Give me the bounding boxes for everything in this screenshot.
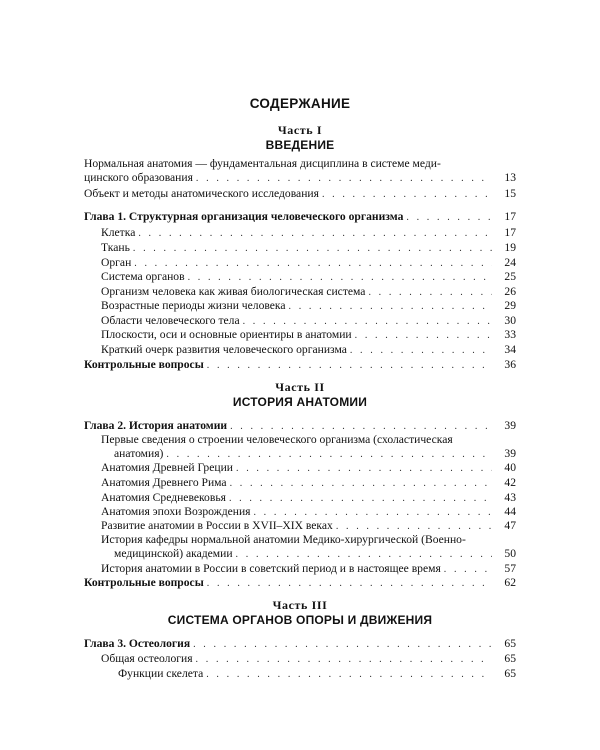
leader-dots bbox=[236, 463, 492, 474]
toc-entry-page: 62 bbox=[504, 576, 516, 589]
toc-entry[interactable] bbox=[84, 187, 516, 200]
leader-dots bbox=[253, 507, 492, 518]
toc-entry-text: Первые сведения о строении человеческого организма (схоластическая bbox=[101, 433, 453, 446]
toc-entry-text: Возрастные периоды жизни человека bbox=[101, 299, 286, 312]
leader-dots bbox=[138, 228, 492, 239]
toc-entry-text: Контрольные вопросы bbox=[84, 576, 204, 589]
toc-entry-text: Объект и методы анатомического исследования bbox=[84, 187, 319, 200]
toc-entry[interactable] bbox=[101, 461, 516, 474]
toc-entry[interactable] bbox=[101, 328, 516, 341]
toc-entry-text: Глава 1. Структурная организация человеческого организма bbox=[84, 210, 404, 223]
toc-entry-text: Анатомия Древней Греции bbox=[101, 461, 233, 474]
toc-title: СОДЕРЖАНИЕ bbox=[249, 96, 351, 111]
toc-entry[interactable] bbox=[101, 505, 516, 518]
toc-entry[interactable] bbox=[101, 285, 516, 298]
toc-chapter-entry[interactable] bbox=[84, 419, 516, 432]
toc-entry-page: 17 bbox=[504, 210, 516, 223]
part-1-label: Часть I bbox=[277, 123, 323, 137]
toc-entry-page: 57 bbox=[504, 562, 516, 575]
toc-entry-text: Ткань bbox=[101, 241, 130, 254]
toc-entry-text: Анатомия Древнего Рима bbox=[101, 476, 227, 489]
toc-entry-text: Система органов bbox=[101, 270, 185, 283]
toc-entry-page: 25 bbox=[504, 270, 516, 283]
toc-entry-text: цинского образования bbox=[84, 171, 193, 184]
leader-dots bbox=[350, 345, 492, 356]
toc-entry-text: Анатомия эпохи Возрождения bbox=[101, 505, 251, 518]
toc-entry-page: 29 bbox=[504, 299, 516, 312]
leader-dots bbox=[207, 360, 492, 371]
toc-entry[interactable] bbox=[101, 519, 516, 532]
toc-entry-text: Области человеческого тела bbox=[101, 314, 240, 327]
toc-entry-page: 65 bbox=[504, 667, 516, 680]
toc-entry[interactable] bbox=[101, 299, 516, 312]
leader-dots bbox=[196, 173, 492, 184]
toc-entry[interactable] bbox=[101, 226, 516, 239]
toc-entry-page: 33 bbox=[504, 328, 516, 341]
leader-dots bbox=[243, 316, 492, 327]
toc-entry-text: анатомия) bbox=[114, 447, 164, 460]
toc-chapter-entry[interactable] bbox=[84, 358, 516, 371]
leader-dots bbox=[236, 549, 492, 560]
toc-entry-page: 15 bbox=[504, 187, 516, 200]
toc-entry-text: Контрольные вопросы bbox=[84, 358, 204, 371]
leader-dots bbox=[166, 449, 492, 460]
toc-entry-page: 42 bbox=[504, 476, 516, 489]
toc-entry-text: Развитие анатомии в России в XVII–XIX веках bbox=[101, 519, 333, 532]
leader-dots bbox=[229, 493, 492, 504]
toc-chapter-entry[interactable] bbox=[84, 210, 516, 223]
part-2-name: ИСТОРИЯ АНАТОМИИ bbox=[232, 395, 368, 409]
part-2-label: Часть II bbox=[275, 380, 325, 394]
toc-entry-text: Глава 2. История анатомии bbox=[84, 419, 228, 432]
toc-entry-page: 24 bbox=[504, 256, 516, 269]
toc-entry-text: Краткий очерк развития человеческого организма bbox=[101, 343, 347, 356]
toc-entry[interactable] bbox=[101, 241, 516, 254]
toc-entry[interactable] bbox=[101, 491, 516, 504]
leader-dots bbox=[336, 521, 492, 532]
toc-entry-page: 43 bbox=[504, 491, 516, 504]
leader-dots bbox=[206, 669, 492, 680]
toc-entry-page: 44 bbox=[504, 505, 516, 518]
toc-entry[interactable] bbox=[114, 447, 516, 460]
toc-entry-page: 30 bbox=[504, 314, 516, 327]
toc-entry-page: 50 bbox=[504, 547, 516, 560]
leader-dots bbox=[134, 258, 492, 269]
toc-entry-text: Клетка bbox=[101, 226, 136, 239]
toc-entry-text: Плоскости, оси и основные ориентиры в анатомии bbox=[101, 328, 352, 341]
toc-entry-text: Глава 3. Остеология bbox=[84, 637, 191, 650]
part-3-name: СИСТЕМА ОРГАНОВ ОПОРЫ И ДВИЖЕНИЯ bbox=[167, 613, 433, 627]
part-1-name: ВВЕДЕНИЕ bbox=[265, 138, 335, 152]
part-3-label: Часть III bbox=[272, 598, 328, 612]
leader-dots bbox=[196, 654, 492, 665]
leader-dots bbox=[230, 478, 492, 489]
leader-dots bbox=[289, 301, 492, 312]
toc-entry[interactable] bbox=[118, 667, 516, 680]
toc-entry[interactable] bbox=[114, 547, 516, 560]
leader-dots bbox=[406, 212, 492, 223]
leader-dots bbox=[230, 421, 492, 432]
leader-dots bbox=[188, 272, 492, 283]
toc-chapter-entry[interactable] bbox=[84, 576, 516, 589]
toc-entry-page: 65 bbox=[504, 637, 516, 650]
toc-entry-page: 36 bbox=[504, 358, 516, 371]
toc-entry-page: 40 bbox=[504, 461, 516, 474]
toc-entry-text: Орган bbox=[101, 256, 132, 269]
toc-entry-text: История кафедры нормальной анатомии Медико-хирургической (Военно- bbox=[101, 533, 466, 546]
toc-chapter-entry[interactable] bbox=[84, 637, 516, 650]
toc-entry-page: 39 bbox=[504, 419, 516, 432]
toc-entry[interactable] bbox=[101, 343, 516, 356]
toc-entry-page: 17 bbox=[504, 226, 516, 239]
toc-entry[interactable] bbox=[101, 652, 516, 665]
leader-dots bbox=[207, 578, 492, 589]
leader-dots bbox=[355, 330, 492, 341]
leader-dots bbox=[368, 287, 492, 298]
toc-entry[interactable] bbox=[101, 562, 516, 575]
toc-entry-page: 34 bbox=[504, 343, 516, 356]
leader-dots bbox=[444, 564, 492, 575]
toc-entry[interactable] bbox=[101, 476, 516, 489]
leader-dots bbox=[193, 639, 492, 650]
toc-entry-text: Анатомия Средневековья bbox=[101, 491, 226, 504]
toc-entry[interactable] bbox=[101, 270, 516, 283]
toc-entry-page: 13 bbox=[504, 171, 516, 184]
toc-entry[interactable] bbox=[101, 256, 516, 269]
toc-entry-page: 65 bbox=[504, 652, 516, 665]
toc-entry[interactable] bbox=[84, 171, 516, 184]
toc-entry-text: Функции скелета bbox=[118, 667, 204, 680]
toc-entry-text: Нормальная анатомия — фундаментальная дисциплина в системе меди- bbox=[84, 157, 441, 170]
toc-entry-text: История анатомии в России в советский период и в настоящее время bbox=[101, 562, 441, 575]
toc-entry-text: медицинской) академии bbox=[114, 547, 233, 560]
toc-entry-page: 19 bbox=[504, 241, 516, 254]
leader-dots bbox=[322, 189, 492, 200]
leader-dots bbox=[133, 243, 492, 254]
toc-entry[interactable] bbox=[101, 314, 516, 327]
toc-entry-page: 26 bbox=[504, 285, 516, 298]
toc-entry-text: Общая остеология bbox=[101, 652, 193, 665]
toc-entry-page: 39 bbox=[504, 447, 516, 460]
toc-entry-page: 47 bbox=[504, 519, 516, 532]
toc-entry-text: Организм человека как живая биологическая система bbox=[101, 285, 366, 298]
